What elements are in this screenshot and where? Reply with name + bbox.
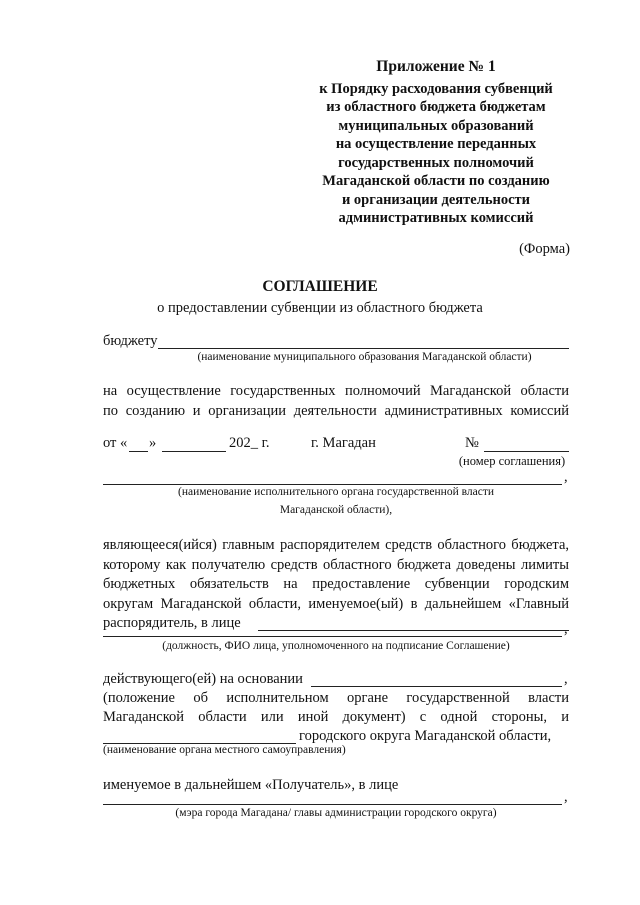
date-prefix: от « — [103, 435, 128, 451]
agreement-number-field[interactable] — [484, 451, 569, 452]
official-caption: (должность, ФИО лица, уполномоченного на подписание Соглашение) — [162, 640, 510, 652]
basis-line: (положение об исполнительном органе государственной власти — [103, 690, 569, 706]
date-city: г. Магадан — [311, 435, 376, 451]
appendix-line: государственных полномочий — [338, 154, 534, 171]
main-paragraph — [103, 536, 569, 614]
paragraph-line: являющееся(ийся) главным распорядителем средств областного бюджета, — [103, 537, 569, 553]
appendix-heading — [300, 58, 572, 228]
basis-label: действующего(ей) на основании — [103, 671, 303, 687]
appendix-line: Магаданской области по созданию — [322, 173, 550, 189]
recipient-label: именуемое в дальнейшем «Получатель», в лице — [103, 777, 399, 793]
appendix-number: Приложение № 1 — [376, 58, 496, 75]
recipient-comma: , — [564, 789, 568, 805]
purpose-line: на осуществление государственных полномочий Магаданской области — [103, 383, 569, 399]
basis-line-suffix: городского округа Магаданской области, — [299, 728, 552, 744]
official-field[interactable] — [103, 636, 562, 637]
local-authority-caption: (наименование органа местного самоуправления) — [103, 744, 346, 756]
appendix-line: из областного бюджета бюджетам — [326, 99, 546, 115]
recipient-caption: (мэра города Магадана/ главы администрации городского округа) — [175, 807, 497, 819]
date-month-field[interactable] — [162, 451, 226, 452]
document-subtitle: о предоставлении субвенции из областного бюджета — [157, 300, 483, 316]
appendix-line: на осуществление переданных — [335, 136, 537, 152]
budget-caption: (наименование муниципального образования Магаданской области) — [197, 351, 532, 363]
authority-name-field[interactable] — [103, 484, 562, 485]
date-quote-close: » — [149, 435, 157, 451]
official-comma: , — [564, 621, 568, 637]
date-year: 202_ г. — [229, 435, 270, 451]
purpose-line: по созданию и организации деятельности административных комиссий — [103, 403, 569, 419]
basis-line: Магаданской области или иной документ) с одной стороны, и — [103, 709, 569, 725]
agreement-number-caption: (номер соглашения) — [458, 454, 566, 468]
appendix-line: к Порядку расходования субвенций — [319, 80, 553, 97]
document-title: СОГЛАШЕНИЕ — [262, 278, 378, 295]
number-sign: № — [465, 435, 479, 451]
paragraph-line: которому как получателю средств областного бюджета доведены лимиты — [103, 556, 569, 573]
budget-label: бюджету — [103, 333, 158, 349]
basis-field[interactable] — [311, 686, 562, 687]
appendix-line: муниципальных образований — [338, 117, 534, 134]
budget-name-field[interactable] — [158, 348, 569, 349]
paragraph-last-line: распорядитель, в лице — [103, 615, 241, 631]
paragraph-line: округам Магаданской области, именуемое(ый) в дальнейшем «Главный — [103, 595, 569, 612]
recipient-field[interactable] — [103, 804, 562, 805]
authority-comma: , — [564, 469, 568, 485]
appendix-line: и организации деятельности — [341, 191, 531, 208]
appendix-line: административных комиссий — [338, 210, 534, 226]
authority-caption: Магаданской области), — [279, 504, 393, 516]
date-day-field[interactable] — [129, 451, 148, 452]
paragraph-line: бюджетных обязательств на предоставление субвенции городским — [103, 576, 569, 592]
basis-comma: , — [564, 671, 568, 687]
authority-caption: (наименование исполнительного органа государственной власти — [177, 486, 495, 498]
form-label: (Форма) — [519, 241, 570, 257]
representative-field[interactable] — [258, 630, 569, 631]
